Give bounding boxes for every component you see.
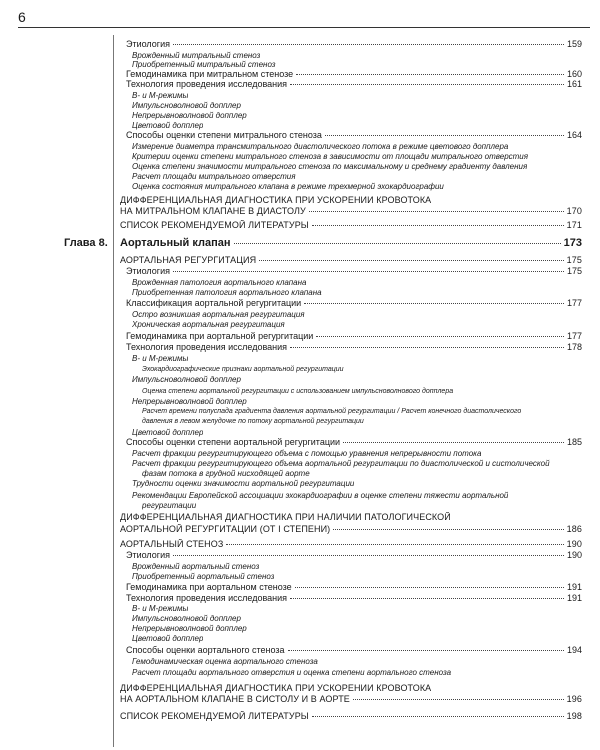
toc-entry [126,582,582,593]
toc-entry-title: ДИФФЕРЕНЦИАЛЬНАЯ ДИАГНОСТИКА ПРИ УСКОРЕНИИ КРОВОТОКА [120,195,432,205]
toc-page-number: 190 [566,550,582,560]
dot-leader [343,442,564,443]
toc-entry [126,645,582,656]
toc-entry [120,512,582,523]
toc-entry [126,130,582,141]
toc-entry-title: фазам потока в грудной нисходящей аорте [142,469,310,478]
toc-entry-title: Оценка степени значимости митрального стеноза по максимальному и среднему градиенту давления [132,162,528,171]
toc-entry-title: Гемодинамика при митральном стенозе [126,69,294,79]
toc-entry-title: Импульсноволновой допплер [132,614,241,623]
toc-entry-title: Расчет фракции регургитирующего объема аортальной регургитации по диастолической и систолической [132,459,550,468]
dot-leader [312,225,564,226]
toc-entry-title: Хроническая аортальная регургитация [132,320,285,329]
toc-entry-title: Импульсноволновой допплер [132,375,241,384]
dot-leader [226,544,563,545]
toc-entry-title: Непрерывноволновой допплер [132,111,247,120]
toc-entry [120,539,582,550]
toc-entry-title: Рекомендации Европейской ассоциации эхокардиографии в оценке степени тяжести аортальной [132,491,509,500]
toc-entry [120,711,582,722]
toc-entry-title: В- и М-режимы [132,91,189,100]
toc-entry-title: Технология проведения исследования [126,593,288,603]
toc-entry-title: СПИСОК РЕКОМЕНДУЕМОЙ ЛИТЕРАТУРЫ [120,220,309,230]
toc-entry [132,478,582,489]
toc-entry [126,342,582,353]
dot-leader [234,243,561,244]
dot-leader [353,699,564,700]
toc-entry-title: Эхокардиографические признаки аортальной регургитации [142,366,344,373]
toc-entry-title: Непрерывноволновой допплер [132,397,247,406]
toc-entry-title: Этиология [126,39,170,49]
toc-entry [120,220,582,231]
toc-entry-title: ДИФФЕРЕНЦИАЛЬНАЯ ДИАГНОСТИКА ПРИ НАЛИЧИИ ПАТОЛОГИЧЕСКОЙ [120,512,451,522]
toc-entry-title: Импульсноволновой допплер [132,101,241,110]
toc-entry [126,298,582,309]
toc-entry-title: Приобретенный митральный стеноз [132,60,276,69]
toc-page-number: 186 [566,524,582,534]
toc-entry-title: Способы оценки степени аортальной регургитации [126,437,341,447]
dot-leader [312,716,564,717]
toc-entry-title: давления в левом желудочке по потоку аортальной регургитации [142,418,364,425]
dot-leader [288,650,564,651]
toc-page-number: 175 [566,266,582,276]
toc-page-number: 194 [566,645,582,655]
toc-entry-title: Критерии оценки степени митрального стеноза в зависимости от площади митрального отверстия [132,152,529,161]
toc-entry-title: Непрерывноволновой допплер [132,624,247,633]
toc-entry [132,571,582,582]
toc-entry-title: Способы оценки аортального стеноза [126,645,285,655]
toc-entry-title: Этиология [126,266,170,276]
dot-leader [295,587,564,588]
toc-page-number: 178 [566,342,582,352]
toc-page-number: 170 [566,206,582,216]
toc-entry-title: Цветовой допплер [132,121,204,130]
toc-entry-title: Этиология [126,550,170,560]
toc-entry [120,195,582,206]
toc-entry [126,550,582,561]
toc-entry [142,416,582,427]
dot-leader [173,44,564,45]
toc-entry-title: Приобретенная патология аортального клапана [132,288,322,297]
toc-entry-title: Трудности оценки значимости аортальной регургитации [132,479,355,488]
toc-entry-title: Расчет времени полуспада градиента давления аортальной регургитации / Расчет конечного диастолического [142,408,522,415]
toc-entry-title: Измерение диаметра трансмитрального диастолического потока в режиме цветового допплера [132,142,509,151]
toc-page-number: 161 [566,79,582,89]
dot-leader [173,271,564,272]
toc-entry [126,331,582,342]
dot-leader [296,74,564,75]
toc-entry-title: Цветовой допплер [132,428,204,437]
toc-chapter [120,237,582,250]
toc-entry [120,255,582,266]
toc-entry [132,633,582,644]
toc-entry [120,683,582,694]
dot-leader [290,598,564,599]
toc-page-number: 177 [566,298,582,308]
toc-entry-title: Врожденный митральный стеноз [132,51,261,60]
dot-leader [173,555,564,556]
toc-entry [132,374,582,385]
toc-entry [132,181,582,192]
toc-entry-title: В- и М-режимы [132,354,189,363]
toc-page-number: 164 [566,130,582,140]
toc-entry-title: Технология проведения исследования [126,342,288,352]
toc-page-number: 190 [566,539,582,549]
toc-entry [120,694,582,705]
toc-entry-title: Врожденный аортальный стеноз [132,562,260,571]
toc-entry [126,39,582,50]
page-number: 6 [18,9,26,25]
chapter-label: Глава 8. [64,237,108,249]
dot-leader [304,303,564,304]
toc-entry-title: Гемодинамическая оценка аортального стеноза [132,657,318,666]
dot-leader [290,347,564,348]
toc-entry-title: НА АОРТАЛЬНОМ КЛАПАНЕ В СИСТОЛУ И В АОРТЕ [120,694,350,704]
toc-page-number: 173 [563,237,582,249]
toc-entry-title: Расчет фракции регургитирующего объема с помощью уравнения непрерывности потока [132,449,482,458]
toc-page-number: 171 [566,220,582,230]
toc-entry [126,266,582,277]
toc-entry [132,287,582,298]
toc-page-number: 191 [566,593,582,603]
toc-entry-title: Расчет площади аортального отверстия и оценка степени аортального стеноза [132,668,452,677]
toc-page-number: 196 [566,694,582,704]
toc-entry-title: Классификация аортальной регургитации [126,298,302,308]
toc-entry [126,437,582,448]
toc-page-number: 159 [566,39,582,49]
toc-entry-title: Остро возникшая аортальная регургитация [132,310,305,319]
toc-entry-title: Способы оценки степени митрального стеноза [126,130,322,140]
toc-entry-title: Гемодинамика при аортальном стенозе [126,582,292,592]
toc-entry [120,206,582,217]
toc-entry-title: ДИФФЕРЕНЦИАЛЬНАЯ ДИАГНОСТИКА ПРИ УСКОРЕНИИ КРОВОТОКА [120,683,432,693]
toc-entry-title: регургитации [142,501,197,510]
dot-leader [325,135,564,136]
dot-leader [290,84,564,85]
toc-entry-title: НА МИТРАЛЬНОМ КЛАПАНЕ В ДИАСТОЛУ [120,206,306,216]
toc-entry-title: СПИСОК РЕКОМЕНДУЕМОЙ ЛИТЕРАТУРЫ [120,711,309,721]
toc-entry-title: Гемодинамика при аортальной регургитации [126,331,314,341]
toc-entry [132,656,582,667]
toc-page-number: 198 [566,711,582,721]
toc-entry-title: Аортальный клапан [120,237,231,249]
toc-entry-title: Расчет площади митрального отверстия [132,172,296,181]
dot-leader [316,336,564,337]
toc-entry [132,353,582,364]
toc-entry [126,79,582,90]
toc-entry-title: Врожденная патология аортального клапана [132,278,307,287]
toc-entry-title: АОРТАЛЬНЫЙ СТЕНОЗ [120,539,224,549]
dot-leader [309,211,564,212]
toc-entry [132,667,582,678]
toc-page-number: 160 [566,69,582,79]
toc-entry-title: Технология проведения исследования [126,79,288,89]
toc-entry [142,500,582,511]
toc-entry-title: Цветовой допплер [132,634,204,643]
toc-entry-title: АОРТАЛЬНОЙ РЕГУРГИТАЦИИ (ОТ I СТЕПЕНИ) [120,524,331,534]
toc-entry-title: АОРТАЛЬНАЯ РЕГУРГИТАЦИЯ [120,255,257,265]
toc-entry-title: В- и М-режимы [132,604,189,613]
toc-entry [132,319,582,330]
toc-entry-title: Приобретенный аортальный стеноз [132,572,275,581]
toc-page-number: 177 [566,331,582,341]
toc-entry-title: Оценка состояния митрального клапана в режиме трехмерной эхокардиографии [132,182,444,191]
toc-page-number: 175 [566,255,582,265]
toc-page-number: 191 [566,582,582,592]
toc-page-number: 185 [566,437,582,447]
toc-entry [120,524,582,535]
dot-leader [259,260,563,261]
toc-entry-title: Оценка степени аортальной регургитации с использованием импульсноволнового допплера [142,388,454,395]
dot-leader [333,529,563,530]
